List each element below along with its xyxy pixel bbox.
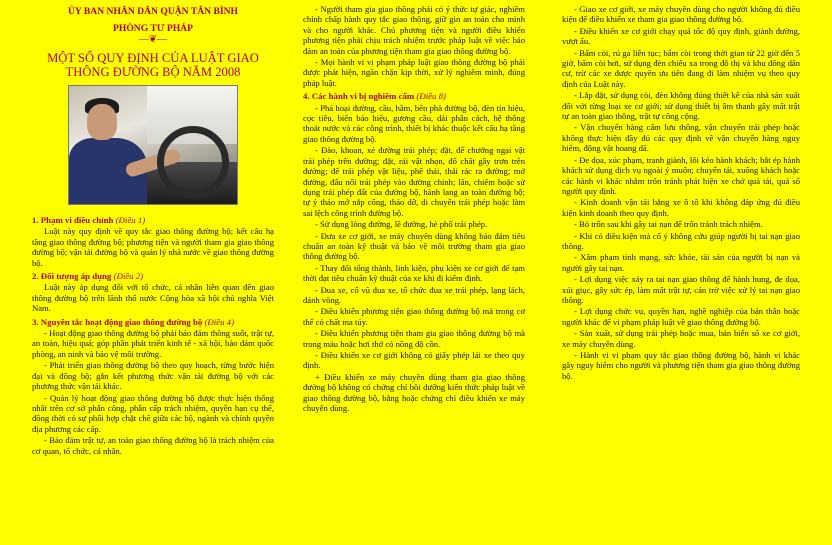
paragraph: - Sản xuất, sử dụng trái phép hoặc mua, bán biển số xe cơ giới, xe máy chuyên dùng. xyxy=(562,328,800,349)
ornament-divider: —❦— xyxy=(138,34,168,45)
paragraph: Luật này áp dụng đối với tổ chức, cá nhân liên quan đến giao thông đường bộ trên lãnh thổ nước Cộng hòa xã hội chủ nghĩa Việt Nam. xyxy=(32,282,274,314)
paragraph: - Bỏ trốn sau khi gây tai nạn để trốn tránh trách nhiệm. xyxy=(574,219,763,230)
section-2-title: 2. Đối tượng áp dụng xyxy=(32,271,112,282)
paragraph: - Điều khiển phương tiện giao thông đường bộ mà trong cơ thể có chất ma túy. xyxy=(303,306,525,327)
section-4-heading xyxy=(303,91,525,101)
paragraph: - Điều khiển xe cơ giới không có giấy phép lái xe theo quy định. xyxy=(303,350,525,371)
paragraph: - Kinh doanh vận tải bằng xe ô tô khi không đáp ứng đủ điều kiện kinh doanh theo quy định. xyxy=(562,197,800,218)
column-middle xyxy=(303,4,525,545)
paragraph: - Đào, khoan, xẻ đường trái phép; đặt, để chướng ngại vật trái phép trên đường; đặt, rải vật nhọn, đổ chất gây trơn trên đường; để trái phép vật liệu, phế thải, thải rác ra đường; mở đường, đấu nối trái phép vào đường chính; lấn, chiếm hoặc sử dụng trái phép đất của đường bộ, hành lang an toàn đường bộ; tự ý tháo mở nắp cống, tháo dỡ, di chuyển trái phép hoặc làm sai lệch công trình đường bộ. xyxy=(303,145,525,218)
paragraph: - Đua xe, cổ vũ đua xe, tổ chức đua xe trái phép, lạng lách, đánh võng. xyxy=(303,284,525,305)
paragraph: - Đưa xe cơ giới, xe máy chuyên dùng không bảo đảm tiêu chuẩn an toàn kỹ thuật và bảo vệ môi trường tham gia giao thông đường bộ. xyxy=(303,230,525,262)
section-3-ref: (Điều 4) xyxy=(204,316,235,327)
document-title xyxy=(32,51,274,79)
org-name: ỦY BAN NHÂN DÂN QUẬN TÂN BÌNH xyxy=(67,6,239,17)
section-1-heading xyxy=(32,215,274,225)
paragraph: - Điều khiển xe cơ giới chạy quá tốc độ quy định, giành đường, vượt ẩu. xyxy=(562,25,800,47)
paragraph: - Bấm còi, rú ga liên tục; bấm còi trong thời gian từ 22 giờ đến 5 giờ, bấm còi hơi, sử dụng đèn chiếu xa trong đô thị và khu đông dân cư, trừ các xe được quyền ưu tiên đang đi làm nhiệm vụ theo quy định của Luật này. xyxy=(562,47,800,89)
paragraph: - Lợi dụng việc xảy ra tai nạn giao thông để hành hung, đe dọa, xúi giục, gây sức ép, làm mất trật tự, cản trở việc xử lý tai nạn giao thông. xyxy=(562,274,800,305)
driver-photo xyxy=(68,85,238,205)
paragraph: - Phá hoại đường, cầu, hầm, bến phà đường bộ, đèn tín hiệu, cọc tiêu, biển báo hiệu, gương cầu, dải phân cách, hệ thống thoát nước và các công trình, thiết bị khác thuộc kết cấu hạ tầng giao thông đường bộ. xyxy=(303,102,525,144)
department-name: PHÒNG TƯ PHÁP xyxy=(113,23,193,34)
paragraph: - Điều khiển phương tiện tham gia giao thông đường bộ mà trong máu hoặc hơi thở có nồng độ cồn. xyxy=(303,328,525,349)
title-line-1: MỘT SỐ QUY ĐỊNH CỦA LUẬT GIAO xyxy=(47,51,259,65)
section-3-heading xyxy=(32,317,274,327)
paragraph: - Người tham gia giao thông phải có ý thức tự giác, nghiêm chỉnh chấp hành quy tắc giao thông, giữ gìn an toàn cho mình và cho người khác. Chủ phương tiện và người điều khiển phương tiện phải chịu trách nhiệm trước pháp luật về việc bảo đảm an toàn của phương tiện tham gia giao thông đường bộ. xyxy=(303,4,525,56)
paragraph: - Hành vi vi phạm quy tắc giao thông đường bộ, hành vi khác gây nguy hiểm cho người và phương tiện tham gia giao thông đường bộ. xyxy=(562,350,800,381)
paragraph: - Vận chuyển hàng cấm lưu thông, vận chuyển trái phép hoặc không thực hiện đầy đủ các quy định về vận chuyển hàng nguy hiểm, động vật hoang dã. xyxy=(562,122,800,154)
paragraph: - Quản lý hoạt động giao thông đường bộ được thực hiện thống nhất trên cơ sở phân công, phân cấp trách nhiệm, quyền hạn cụ thể, đồng thời có sự phối hợp chặt chẽ giữa các bộ, ngành và chính quyền địa phương các cấp. xyxy=(32,392,274,434)
steering-wheel xyxy=(157,126,229,198)
section-2-ref: (Điều 2) xyxy=(113,271,144,282)
paragraph: - Giao xe cơ giới, xe máy chuyên dùng cho người không đủ điều kiện để điều khiển xe tham gia giao thông đường bộ. xyxy=(562,4,800,25)
paragraph: - Thay đổi tổng thành, linh kiện, phụ kiện xe cơ giới để tạm thời đạt tiêu chuẩn kỹ thuật của xe khi đi kiểm định. xyxy=(303,262,525,284)
paragraph: - Phát triển giao thông đường bộ theo quy hoạch, từng bước hiện đại và đồng bộ; gắn kết phương thức vận tải đường bộ với các phương thức vận tải khác. xyxy=(32,360,274,392)
section-4-ref: (Điều 8) xyxy=(416,91,446,102)
section-1-title: 1. Phạm vi điều chỉnh xyxy=(32,215,114,225)
column-left xyxy=(32,0,274,541)
title-line-2: THÔNG ĐƯỜNG BỘ NĂM 2008 xyxy=(65,65,241,79)
section-4-title: 4. Các hành vi bị nghiêm cấm xyxy=(303,91,415,102)
paragraph: - Bảo đảm trật tự, an toàn giao thông đường bộ là trách nhiệm của cơ quan, tổ chức, cá nhân. xyxy=(32,435,274,456)
paragraph: - Đe dọa, xúc phạm, tranh giành, lôi kéo hành khách; bắt ép hành khách sử dụng dịch vụ ngoài ý muốn; chuyển tải, xuống khách hoặc các hành vi khác nhằm trốn tránh phát hiện xe chở quá tải, quá số người quy định. xyxy=(562,154,800,196)
paragraph: - Sử dụng lòng đường, lề đường, hè phố trái phép. xyxy=(315,219,488,230)
paragraph: - Hoạt động giao thông đường bộ phải bảo đảm thông suốt, trật tự, an toàn, hiệu quả; góp phần phát triển kinh tế - xã hội, bảo đảm quốc phòng, an ninh và bảo vệ môi trường. xyxy=(32,328,274,359)
paragraph: - Khi có điều kiện mà cố ý không cứu giúp người bị tai nạn giao thông. xyxy=(562,230,800,251)
paragraph: - Lợi dụng chức vụ, quyền hạn, nghề nghiệp của bản thân hoặc người khác để vi phạm pháp luật về giao thông đường bộ. xyxy=(562,306,800,327)
column-right xyxy=(562,4,800,545)
driver-head xyxy=(87,104,117,140)
section-3-title: 3. Nguyên tắc hoạt động giao thông đường bộ xyxy=(32,316,203,327)
paragraph: - Lắp đặt, sử dụng còi, đèn không đúng thiết kế của nhà sản xuất đối với từng loại xe cơ giới; sử dụng thiết bị âm thanh gây mất trật tự an toàn giao thông, trật tự công cộng. xyxy=(562,90,800,122)
paragraph: - Mọi hành vi vi phạm pháp luật giao thông đường bộ phải được phát hiện, ngăn chặn kịp thời, xử lý nghiêm minh, đúng pháp luật. xyxy=(303,57,525,88)
section-1-ref: (Điều 1) xyxy=(115,215,146,225)
paragraph: Luật này quy định về quy tắc giao thông đường bộ; kết cấu hạ tầng giao thông đường bộ; phương tiện và người tham gia giao thông đường bộ; vận tải đường bộ và quản lý nhà nước về giao thông đường bộ. xyxy=(32,226,274,268)
paragraph: + Điều khiển xe máy chuyên dùng tham gia giao thông đường bộ không có chứng chỉ bồi dưỡng kiến thức pháp luật về giao thông đường bộ, bằng hoặc chứng chỉ điều khiển xe máy chuyên dùng. xyxy=(303,371,525,414)
section-2-heading xyxy=(32,271,274,281)
paragraph: - Xâm phạm tính mạng, sức khỏe, tài sản của người bị nạn và người gây tai nạn. xyxy=(562,252,800,273)
